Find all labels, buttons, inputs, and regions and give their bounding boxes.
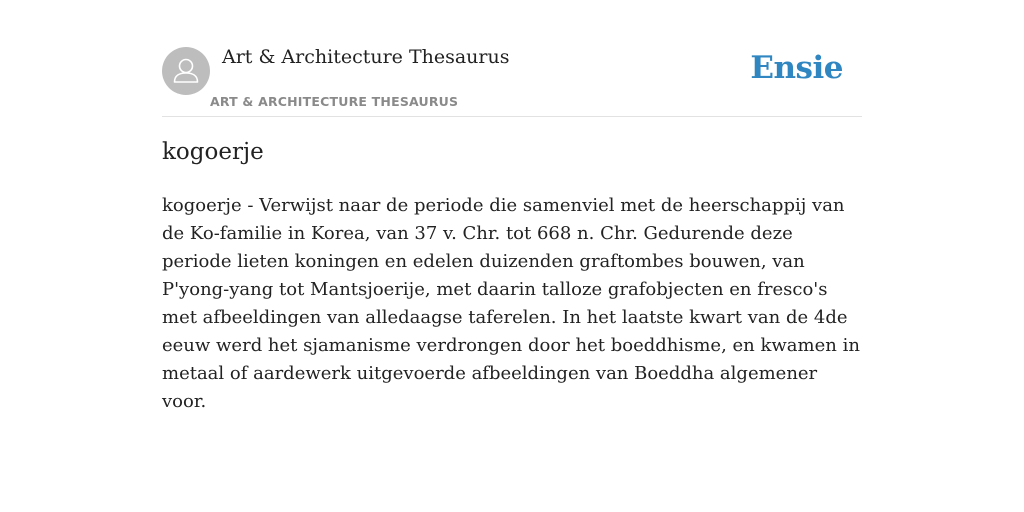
- source-header: [162, 0, 862, 117]
- ensie-logo[interactable]: Ensie: [750, 50, 843, 86]
- page-content: [162, 0, 862, 412]
- source-subtitle: ART & ARCHITECTURE THESAURUS: [210, 94, 459, 109]
- source-title-link[interactable]: Art & Architecture Thesaurus: [222, 46, 510, 68]
- user-avatar-icon[interactable]: [162, 47, 210, 95]
- term-definition: kogoerje - Verwijst naar de periode die samenviel met de heerschappij van de Ko-familie in Korea, van 37 v. Chr. tot 668 n. Chr. Gedurende deze periode lieten koningen en edelen duizenden graftombes bouwen, van P'yong-yang tot Mantsjoerije, met daarin talloze grafobjecten en fresco's met afbeeldingen van alledaagse taferelen. In het laatste kwart van de 4de eeuw werd het sjamanisme verdrongen door het boeddhisme, en kwamen in metaal of aardewerk uitgevoerde afbeeldingen van Boeddha algemener voor.: [162, 195, 860, 412]
- user-silhouette-icon: [162, 47, 210, 95]
- term-title: kogoerje: [162, 139, 264, 165]
